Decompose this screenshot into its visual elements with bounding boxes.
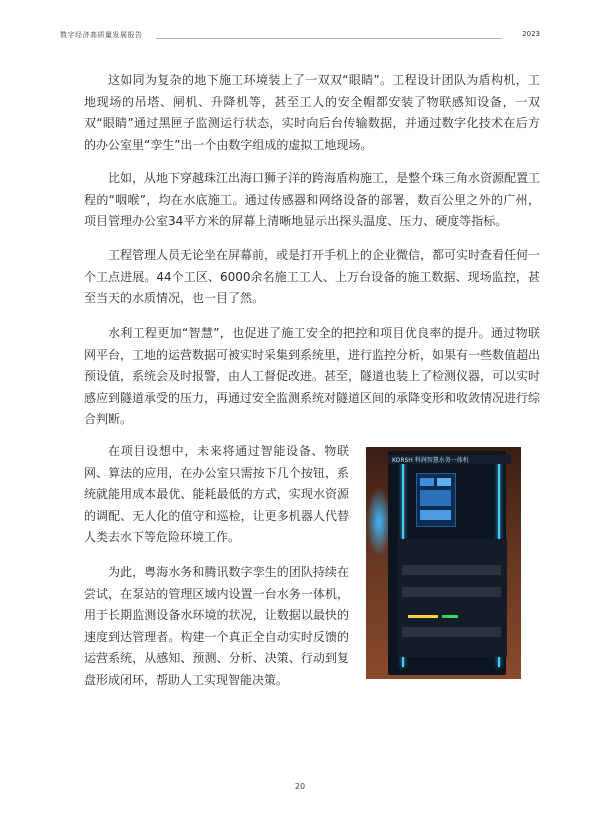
column-paragraph: 在项目设想中，未来将通过智能设备、物联网、算法的应用，在办公室只需按下几个按钮，系统就能用成本最优、能耗最低的方式，实现水资源的调配、无人化的值守和巡检，让更多机器人代替人类去水下等危险环境工作。 [84,444,349,544]
body-paragraph: 水利工程更加“智慧”，也促进了施工安全的把控和项目优良率的提升。通过物联网平台，工地的运营数据可被实时采集到系统里，进行监控分析，如果有一些数值超出预设值，系统会及时报警，由人工督促改进。甚至，隧道也装上了检测仪器，可以实时感应到隧道承受的压力，再通过安全监测系统对隧道区间的承降变形和收敛情况进行综合判断。 [84,326,541,426]
cabinet-screen [416,473,456,527]
page-number: 20 [294,782,306,791]
cabinet-brand-label: KORSH 科润智慧水务一体机 [392,457,469,464]
rack-shelf [402,565,501,575]
body-paragraph: 比如，从地下穿越珠江出海口狮子洋的跨海盾构施工，是整个珠三角水资源配置工程的“咽喉”，均在水底施工。通过传感器和网络设备的部署，数百公里之外的广州，项目管理办公室34平方米的屏幕上清晰地显示出探头温度、压力、硬度等指标。 [84,171,541,228]
report-title: 数字经济高质量发展报告 [60,31,143,39]
header-divider [156,38,502,39]
equipment-rack [398,539,507,657]
screen-tile [420,510,451,520]
body-paragraph: 工程管理人员无论坐在屏幕前，或是打开手机上的企业微信，都可实时查看任何一个工点进展。44个工区、6000余名施工工人、上万台设备的施工数据、现场监控，甚至当天的水质情况，也一目了然。 [84,248,541,305]
column-paragraph: 为此，粤海水务和腾讯数字孪生的团队持续在尝试，在泵站的管理区域内设置一台水务一体机，用于长期监测设备水环境的状况，让数据以最快的速度到达管理者。构建一个真正全自动实时反馈的运营系统，从感知、预测、分析、决策、行动到复盘形成闭环，帮助人工实现智能决策。 [84,565,349,687]
screen-tile [420,478,434,486]
rack-shelf [402,587,501,597]
report-year: 2023 [522,30,540,38]
green-indicator [442,615,458,618]
water-affairs-machine-photo [366,447,521,679]
page-header [60,30,540,44]
screen-tile [420,490,451,506]
body-paragraph: 这如同为复杂的地下施工环境装上了一双双“眼睛”。工程设计团队为盾构机，工地现场的吊塔、闸机、升降机等，甚至工人的安全帽都安装了物联感知设备，一双双“眼睛”通过黑匣子监测运行状态，实时向后台传输数据，并通过数字化技术在后方的办公室里“孪生”出一个由数字组成的虚拟工地现场。 [84,73,540,152]
screen-tile [437,478,451,486]
rack-shelf [402,627,501,637]
yellow-indicator [408,615,438,618]
